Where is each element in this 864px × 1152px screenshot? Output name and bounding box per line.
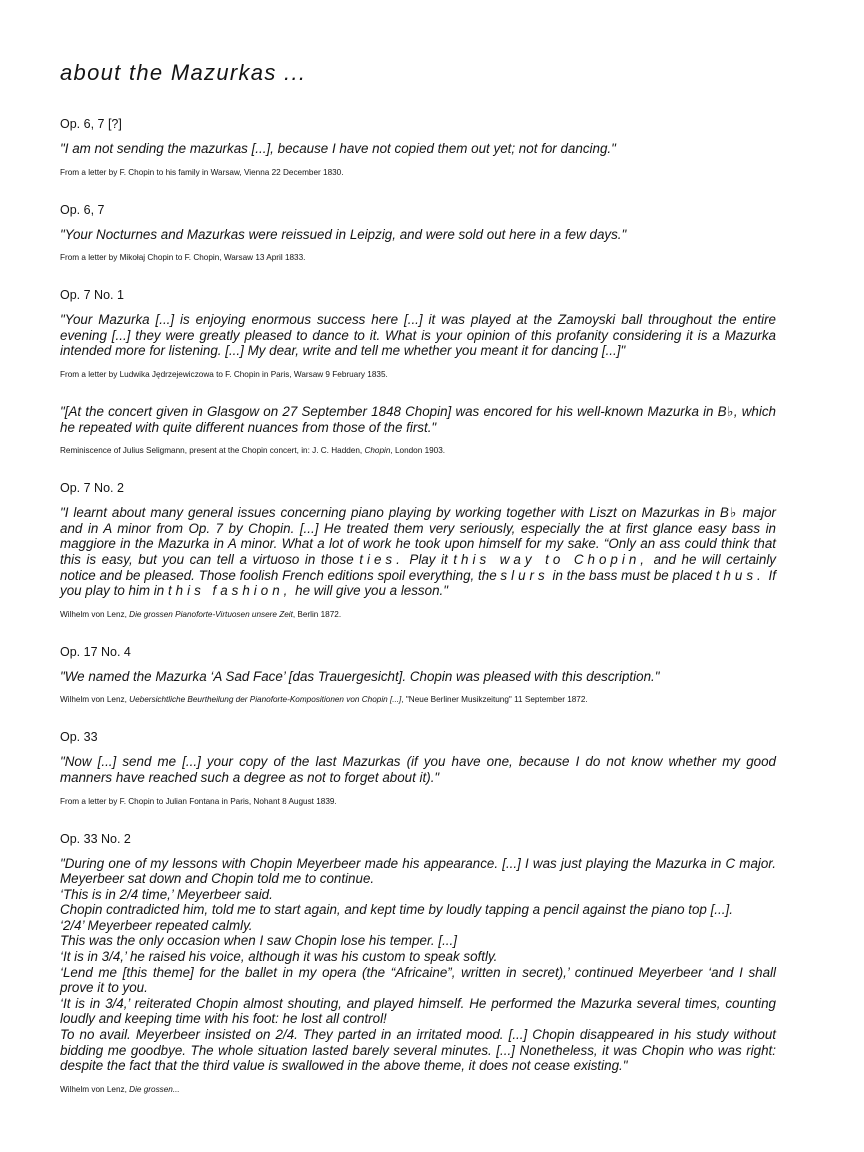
entry-source: Wilhelm von Lenz, Die grossen...	[60, 1084, 180, 1094]
entry-source: From a letter by Ludwika Jędrzejewiczowa to F. Chopin in Paris, Warsaw 9 February 1835.	[60, 369, 388, 379]
quote-line: ‘Lend me [this theme] for the ballet in my opera (the “Africaine”, written in secret),’ continued Meyerbeer ‘and I shall prove it to you.	[60, 964, 776, 996]
entry-op33-no2	[60, 832, 776, 1095]
entry-source-secondary: Reminiscence of Julius Seligmann, present at the Chopin concert, in: J. C. Hadden, Chopin, London 1903.	[60, 446, 446, 456]
entry-heading: Op. 17 No. 4	[60, 644, 131, 659]
entry-quote: "I am not sending the mazurkas [...], because I have not copied them out yet; not for dancing."	[60, 141, 616, 156]
spaced-emphasis: this fashion,	[167, 583, 292, 599]
entry-heading: Op. 33	[60, 730, 98, 745]
entry-source: From a letter by Mikołaj Chopin to F. Chopin, Warsaw 13 April 1833.	[60, 253, 306, 263]
entry-op7-no2	[60, 481, 776, 620]
quote-line: ‘It is in 3/4,’ he raised his voice, although it was his custom to speak softly.	[60, 949, 498, 965]
entry-op6-7	[60, 203, 776, 264]
entry-quote: "We named the Mazurka ‘A Sad Face’ [das Trauergesicht]. Chopin was pleased with this description."	[60, 668, 660, 684]
entry-quote	[60, 856, 776, 1074]
quote-line: ‘This is in 2/4 time,’ Meyerbeer said.	[60, 886, 273, 902]
quote-line: ‘2/4’ Meyerbeer repeated calmly.	[60, 917, 253, 933]
source-italic-title: Die grossen Pianoforte-Virtuosen unsere Zeit	[129, 609, 293, 619]
source-italic-title: Chopin	[364, 446, 391, 456]
spaced-emphasis: this way to Chopin,	[453, 551, 648, 567]
source-italic-title: Uebersichtliche Beurtheilung der Pianoforte-Kompositionen von Chopin [...]	[129, 695, 402, 705]
entry-source: Wilhelm von Lenz, Die grossen Pianoforte-Virtuosen unsere Zeit, Berlin 1872.	[60, 609, 342, 619]
entry-quote-secondary: "[At the concert given in Glasgow on 27 September 1848 Chopin] was encored for his well-known Mazurka in B♭, which he repeated with quite different nuances from those of the first."	[60, 403, 776, 435]
spaced-emphasis: slurs	[500, 567, 549, 583]
quote-line: "During one of my lessons with Chopin Meyerbeer made his appearance. [...] I was just playing the Mazurka in C major. Meyerbeer sat down and Chopin told me to continue.	[60, 855, 776, 887]
entry-heading: Op. 7 No. 2	[60, 481, 124, 496]
entry-source: From a letter by F. Chopin to Julian Fontana in Paris, Nohant 8 August 1839.	[60, 796, 337, 806]
source-italic-title: Die grossen...	[129, 1084, 180, 1094]
entry-quote: "I learnt about many general issues concerning piano playing by working together with Liszt on Mazurkas in B♭ major and in A minor from Op. 7 by Chopin. [...] He treated them very seriously, especially the at first glance easy bass in maggiore in the Mazurka in A minor. What a lot of work he took upon himself for my sake. “Only an ass could think that this is easy, but you can tell a virtuoso in those ties. Play it this way to Chopin, and he will certainly notice and be pleased. Those foolish French editions spoil everything, the slurs in the bass must be placed thus. If you play to him in this fashion, he will give you a lesson."	[60, 505, 776, 599]
entry-quote: "Now [...] send me [...] your copy of the last Mazurkas (if you have one, because I do not know whether my good manners have reached such a degree as not to forget about it)."	[60, 754, 776, 785]
quote-line: ‘It is in 3/4,’ reiterated Chopin almost shouting, and played himself. He performed the Mazurka several times, counting loudly and keeping time with his foot: he lost all control!	[60, 995, 776, 1027]
entry-quote: "Your Mazurka [...] is enjoying enormous success here [...] it was played at the Zamoyski ball throughout the entire evening [...] they were greatly pleased to dance to it. What is your opinion of this profanity considering it is a Mazurka intended more for listening. [...] My dear, write and tell me whether you meant it for dancing [...]"	[60, 312, 776, 359]
entry-heading: Op. 7 No. 1	[60, 288, 124, 303]
page-title: about the Mazurkas ...	[60, 60, 307, 85]
entry-op17-no4	[60, 645, 776, 706]
entry-source: Wilhelm von Lenz, Uebersichtliche Beurtheilung der Pianoforte-Kompositionen von Chopin [...], "Neue Berliner Musikzeitung" 11 September 1872.	[60, 695, 588, 705]
entry-source: From a letter by F. Chopin to his family in Warsaw, Vienna 22 December 1830.	[60, 167, 344, 177]
entry-heading: Op. 6, 7 [?]	[60, 117, 122, 131]
entry-heading: Op. 33 No. 2	[60, 831, 131, 846]
spaced-emphasis: ties.	[359, 551, 404, 567]
entry-op33	[60, 730, 776, 806]
quote-line: To no avail. Meyerbeer insisted on 2/4. They parted in an irritated mood. [...] Chopin disappeared in his study without bidding me goodbye. The whole situation lasted barely several minutes. [...] Nonetheless, it was Chopin who was right: despite the fact that the third value is swallowed in the above theme, it does not cease existing."	[60, 1027, 776, 1074]
entry-heading: Op. 6, 7	[60, 202, 105, 217]
entries-list	[60, 117, 776, 1120]
entry-op7-no1	[60, 288, 776, 456]
spaced-emphasis: thus.	[715, 567, 765, 583]
entry-quote: "Your Nocturnes and Mazurkas were reissued in Leipzig, and were sold out here in a few days."	[60, 226, 627, 242]
quote-line: Chopin contradicted him, told me to start again, and kept time by loudly tapping a pencil against the piano top [...].	[60, 902, 733, 918]
entry-op6-7-question	[60, 117, 776, 178]
quote-line: This was the only occasion when I saw Chopin lose his temper. [...]	[60, 933, 457, 949]
